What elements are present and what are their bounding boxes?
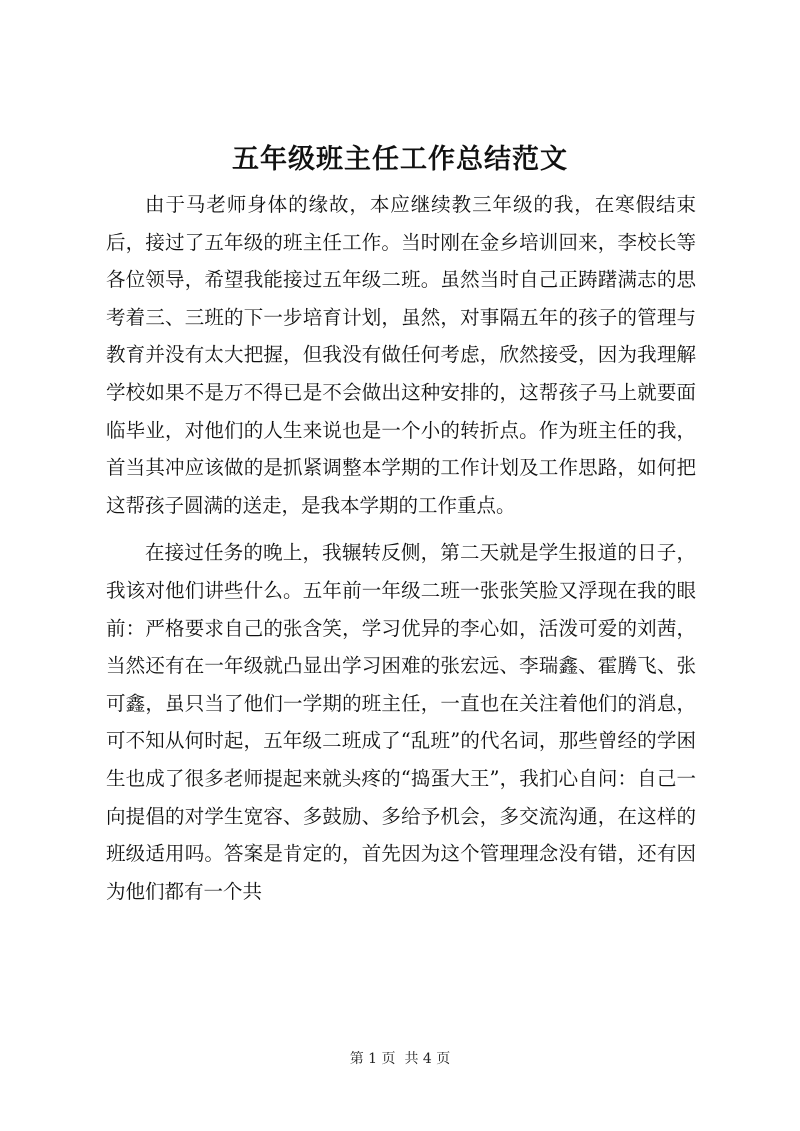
document-body [106, 186, 696, 920]
document-title: 五年级班主任工作总结范文 [232, 144, 568, 175]
page-footer [0, 1049, 800, 1069]
page-number: 第 1 页 共 4 页 [349, 1051, 451, 1067]
paragraph-2: 在接过任务的晚上，我辗转反侧，第二天就是学生报道的日子，我该对他们讲些什么。五年前一年级二班一张张笑脸又浮现在我的眼前：严格要求自己的张含笑，学习优异的李心如，活泼可爱的刘茜，当然还有在一年级就凸显出学习困难的张宏远、李瑞鑫、霍腾飞、张可鑫，虽只当了他们一学期的班主任，一直也在关注着他们的消息，可不知从何时起，五年级二班成了“乱班”的代名词，那些曾经的学困生也成了很多老师提起来就头疼的“捣蛋大王”，我扪心自问：自己一向提倡的对学生宽容、多鼓励、多给予机会，多交流沟通，在这样的班级适用吗。答案是肯定的，首先因为这个管理理念没有错，还有因为他们都有一个共 [106, 541, 696, 903]
paragraph-1: 由于马老师身体的缘故，本应继续教三年级的我，在寒假结束后，接过了五年级的班主任工作。当时刚在金乡培训回来，李校长等各位领导，希望我能接过五年级二班。虽然当时自己正踌躇满志的思考着三、三班的下一步培育计划，虽然，对事隔五年的孩子的管理与教育并没有太大把握，但我没有做任何考虑，欣然接受，因为我理解学校如果不是万不得已是不会做出这种安排的，这帮孩子马上就要面临毕业，对他们的人生来说也是一个小的转折点。作为班主任的我，首当其冲应该做的是抓紧调整本学期的工作计划及工作思路，如何把这帮孩子圆满的送走，是我本学期的工作重点。 [106, 193, 696, 517]
